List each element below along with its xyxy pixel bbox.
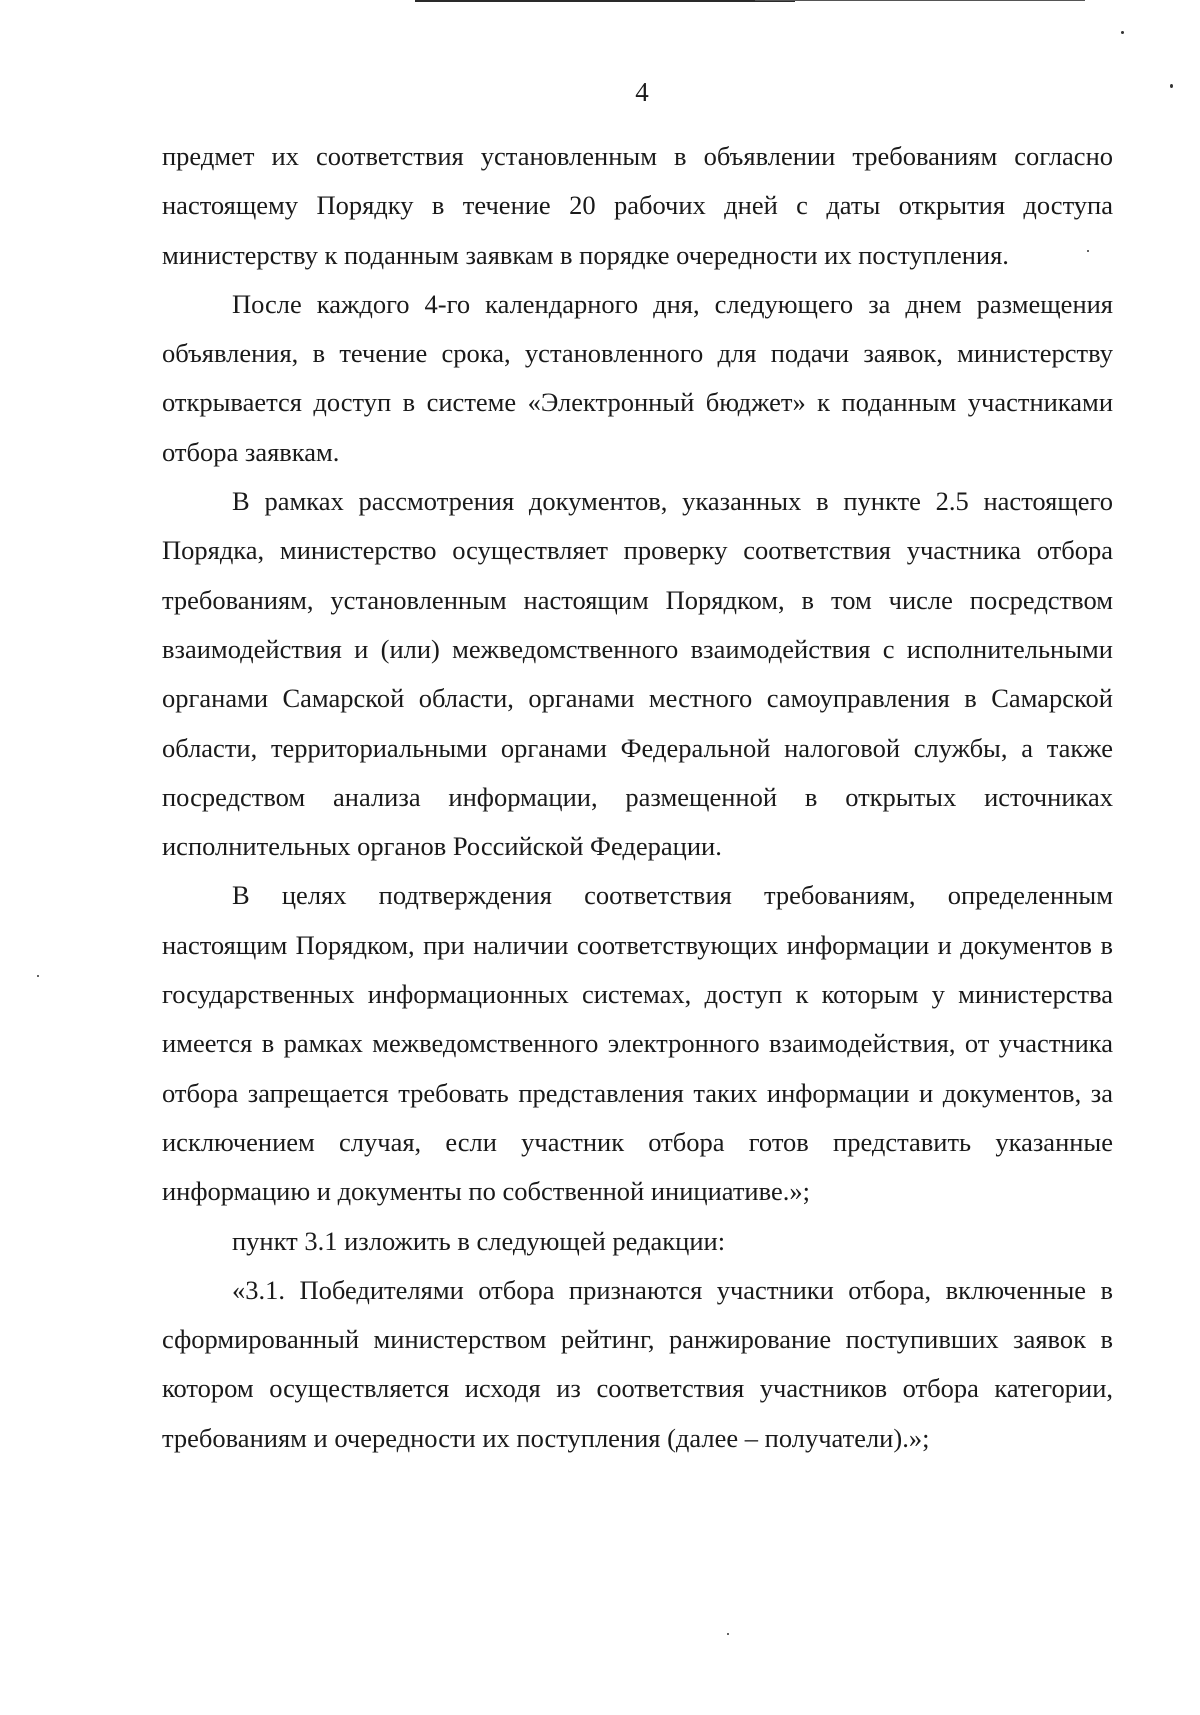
paragraph-document-request-ban: В целях подтверждения соответствия требованиям, определенным настоящим Порядком, при наличии соответствующих информации и документов в государственных информационных системах, доступ к которым у министерства имеется в рамках межведомственного электронного взаимодействия, от участника отбора запрещается требовать представления таких информации и документов, за исключением случая, если участник отбора готов представить указанные информацию и документы по собственной инициативе.»; bbox=[162, 880, 1113, 1207]
paragraph-access-schedule: После каждого 4-го календарного дня, следующего за днем размещения объявления, в течение срока, установленного для подачи заявок, министерству открывается доступ в системе «Электронный бюджет» к поданным участниками отбора заявкам. bbox=[162, 288, 1113, 467]
document-body bbox=[162, 132, 1113, 1463]
scan-speck bbox=[1121, 31, 1124, 34]
scan-speck bbox=[1087, 250, 1089, 252]
scan-speck bbox=[37, 975, 39, 977]
paragraph-compliance-check: В рамках рассмотрения документов, указанных в пункте 2.5 настоящего Порядка, министерство осуществляет проверку соответствия участника отбора требованиям, установленным настоящим Порядком, в том числе посредством взаимодействия и (или) межведомственного взаимодействия с исполнительными органами Самарской области, органами местного самоуправления в Самарской области, территориальными органами Федеральной налоговой службы, а также посредством анализа информации, размещенной в открытых источниках исполнительных органов Российской Федерации. bbox=[162, 486, 1113, 862]
paragraph-review-period: предмет их соответствия установленным в объявлении требованиям согласно настоящему Порядку в течение 20 рабочих дней с даты открытия доступа министерству к поданным заявкам в порядке очередности их поступления. bbox=[162, 141, 1113, 270]
page-number: 4 bbox=[635, 77, 649, 107]
paragraph-amendment-intro: пункт 3.1 изложить в следующей редакции: bbox=[232, 1225, 726, 1256]
top-edge-rule-secondary bbox=[755, 0, 1085, 1]
paragraph-clause-3-1: «3.1. Победителями отбора признаются участники отбора, включенные в сформированный министерством рейтинг, ранжирование поступивших заявок в котором осуществляется исходя из соответствия участников отбора категории, требованиям и очередности их поступления (далее – получатели).»; bbox=[162, 1274, 1113, 1453]
scan-speck bbox=[1170, 84, 1173, 88]
top-edge-rule bbox=[415, 0, 795, 2]
scan-speck bbox=[727, 1633, 729, 1635]
